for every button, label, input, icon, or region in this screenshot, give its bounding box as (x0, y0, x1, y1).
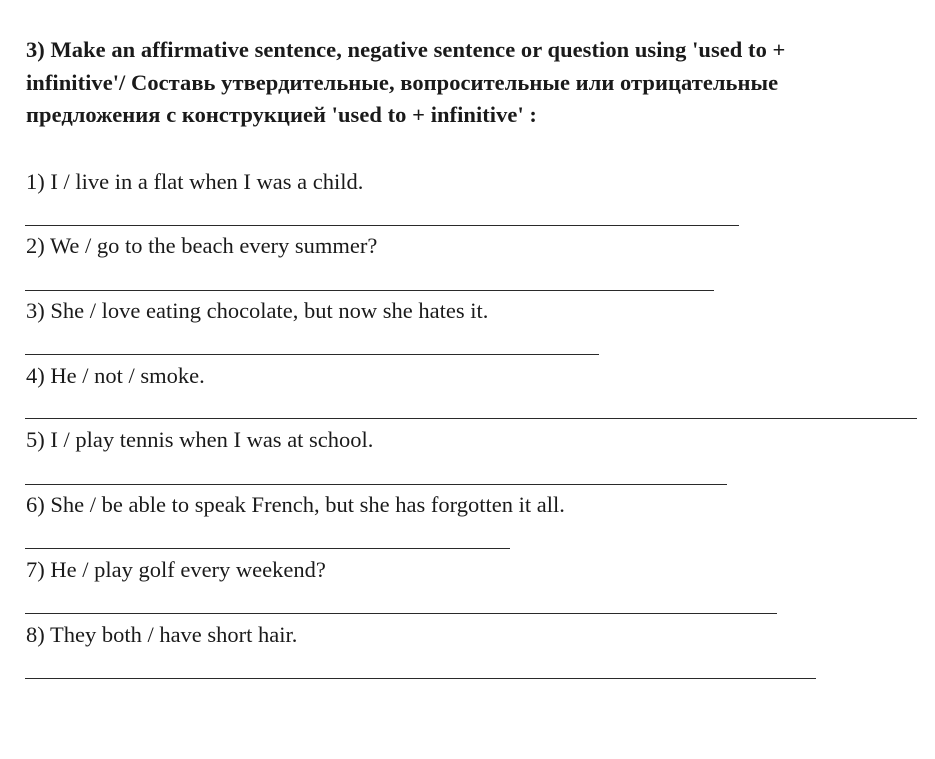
answer-line-2[interactable] (25, 290, 714, 291)
answer-line-6[interactable] (25, 548, 510, 549)
exercise-item-3: 3) She / love eating chocolate, but now she hates it. (26, 298, 489, 323)
answer-line-4[interactable] (25, 418, 917, 419)
exercise-item-8: 8) They both / have short hair. (26, 622, 298, 647)
exercise-item-6: 6) She / be able to speak French, but she has forgotten it all. (26, 492, 565, 517)
exercise-item-2: 2) We / go to the beach every summer? (26, 233, 378, 258)
exercise-item-4: 4) He / not / smoke. (26, 363, 205, 388)
instruction-line-3: предложения с конструкцией 'used to + infinitive' : (26, 102, 537, 127)
instruction-line-1: 3) Make an affirmative sentence, negative sentence or question using 'used to + (26, 37, 786, 62)
exercise-instructions (26, 34, 916, 132)
exercise-item-1: 1) I / live in a flat when I was a child. (26, 169, 364, 194)
instruction-line-2: infinitive'/ Составь утвердительные, вопросительные или отрицательные (26, 69, 779, 95)
answer-line-7[interactable] (25, 613, 777, 614)
exercise-item-7: 7) He / play golf every weekend? (26, 557, 326, 582)
exercise-item-5: 5) I / play tennis when I was at school. (26, 427, 374, 452)
answer-line-8[interactable] (25, 678, 816, 679)
answer-line-1[interactable] (25, 225, 739, 226)
answer-line-3[interactable] (25, 354, 599, 355)
answer-line-5[interactable] (25, 484, 727, 485)
